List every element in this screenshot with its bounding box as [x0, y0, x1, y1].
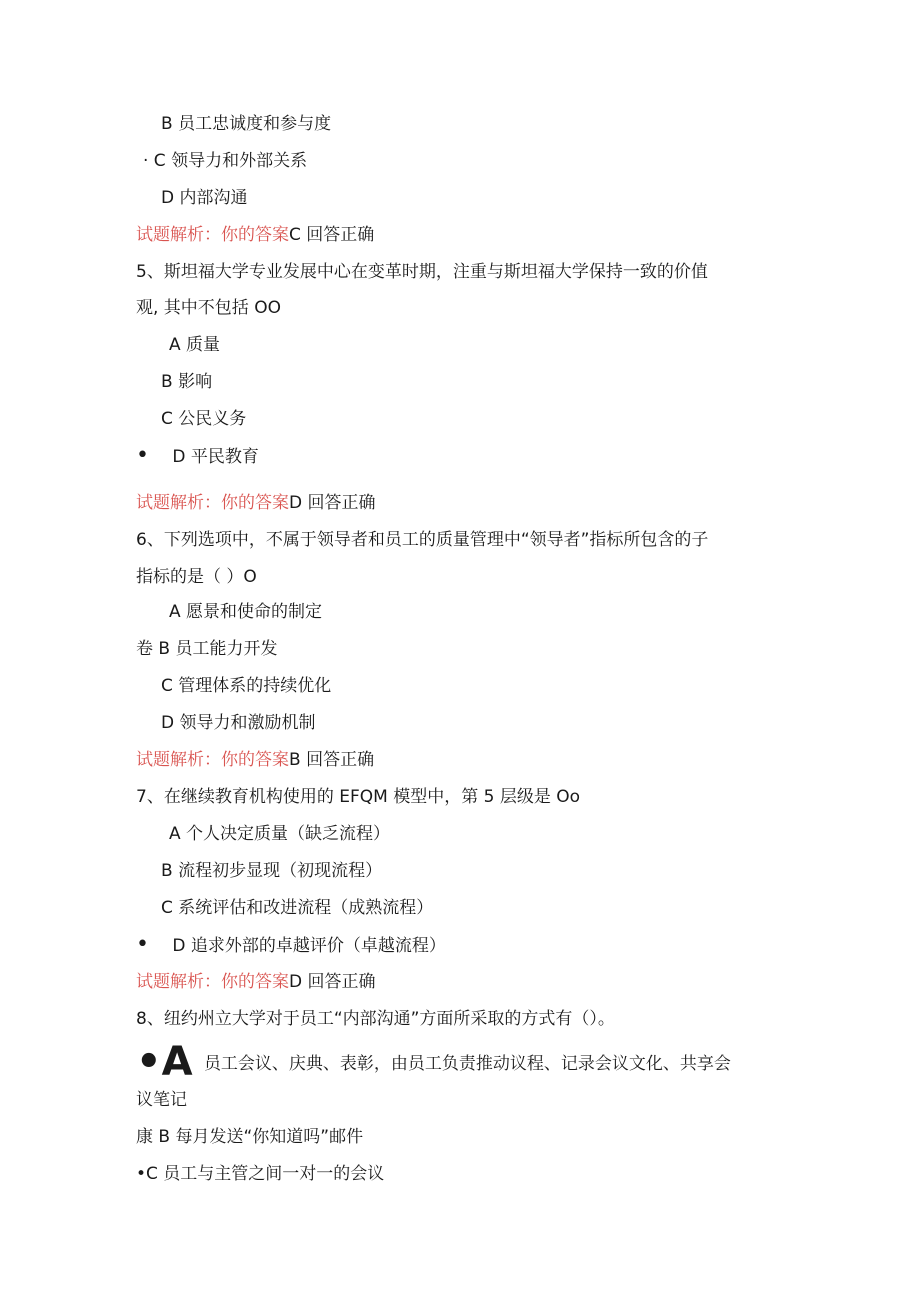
q6-analysis	[136, 749, 374, 771]
q6-analysis-label: 试题解析：你的答案	[136, 750, 289, 770]
q6-stem-line2: 指标的是（ ）O	[136, 567, 257, 587]
q5-option-b: B 影响	[161, 372, 213, 392]
q7-analysis-result: D 回答正确	[289, 972, 376, 992]
q8-option-b: 康 B 每月发送“你知道吗”邮件	[136, 1127, 364, 1147]
q8-option-a	[136, 1039, 731, 1085]
q6-analysis-result: B 回答正确	[289, 750, 375, 770]
q8-option-a-line2: 议笔记	[136, 1090, 187, 1110]
q5-option-a: A 质量	[169, 335, 221, 355]
q8-option-a-line1: 员工会议、庆典、表彰，由员工负责推动议程、记录会议文化、共享会	[203, 1054, 731, 1074]
q6-stem-line1: 6、下列选项中，不属于领导者和员工的质量管理中“领导者”指标所包含的子	[136, 530, 709, 550]
q7-option-d-text: D 追求外部的卓越评价（卓越流程）	[172, 936, 446, 956]
q7-option-c: C 系统评估和改进流程（成熟流程）	[161, 898, 434, 918]
q7-analysis-label: 试题解析：你的答案	[136, 972, 289, 992]
q7-option-d	[136, 934, 446, 957]
q5-analysis-result: D 回答正确	[289, 493, 376, 513]
bullet-icon: •	[136, 932, 149, 957]
q4-option-c: · C 领导力和外部关系	[143, 151, 308, 171]
q6-option-d: D 领导力和激励机制	[161, 713, 316, 733]
q5-option-d-text: D 平民教育	[172, 447, 259, 467]
q7-analysis	[136, 971, 376, 993]
q8-option-a-mark: •A	[136, 1039, 193, 1085]
q5-stem-line2: 观, 其中不包括 OO	[136, 298, 281, 318]
q6-option-a: A 愿景和使命的制定	[169, 602, 323, 622]
q6-option-b: 卷 B 员工能力开发	[136, 639, 278, 659]
q5-analysis	[136, 492, 376, 514]
q8-stem: 8、纽约州立大学对于员工“内部沟通”方面所采取的方式有（）。	[136, 1009, 615, 1029]
q7-option-b: B 流程初步显现（初现流程）	[161, 861, 383, 881]
q5-analysis-label: 试题解析：你的答案	[136, 493, 289, 513]
q5-option-c: C 公民义务	[161, 409, 247, 429]
q4-analysis-result: C 回答正确	[289, 225, 375, 245]
q6-option-c: C 管理体系的持续优化	[161, 676, 332, 696]
q4-option-d: D 内部沟通	[161, 188, 248, 208]
bullet-icon: •	[136, 443, 149, 468]
q5-option-d	[136, 445, 259, 468]
q7-option-a: A 个人决定质量（缺乏流程）	[169, 824, 391, 844]
q4-analysis-label: 试题解析：你的答案	[136, 225, 289, 245]
q4-analysis	[136, 224, 374, 246]
q5-stem-line1: 5、斯坦福大学专业发展中心在变革时期，注重与斯坦福大学保持一致的价值	[136, 262, 708, 282]
q8-option-c: •C 员工与主管之间一对一的会议	[136, 1164, 385, 1184]
q7-stem: 7、在继续教育机构使用的 EFQM 模型中，第 5 层级是 Oo	[136, 787, 580, 807]
q4-option-b: B 员工忠诚度和参与度	[161, 114, 332, 134]
